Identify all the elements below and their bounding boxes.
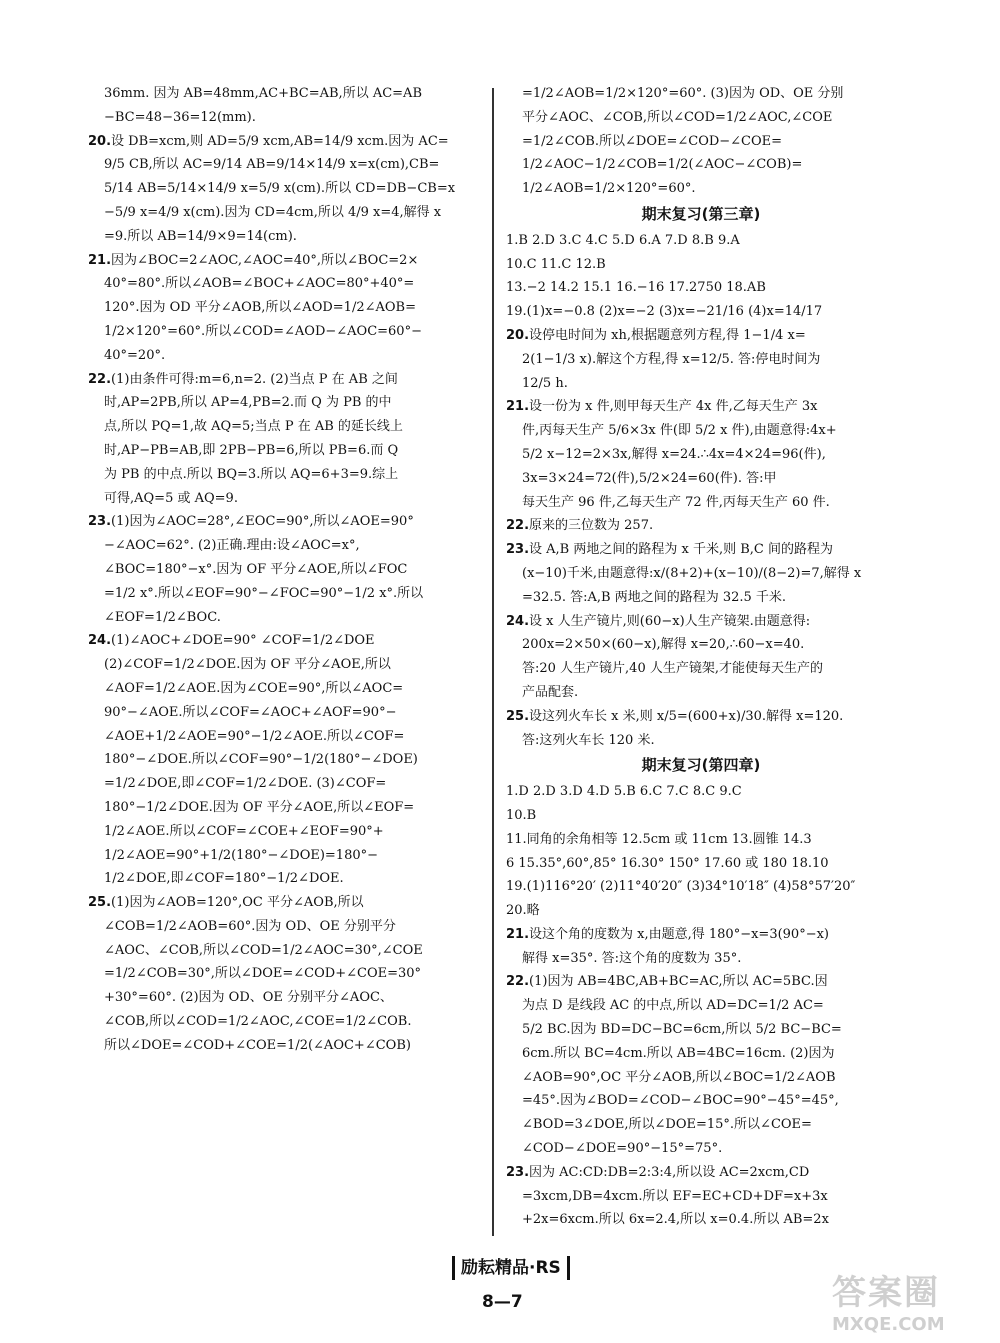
- answer-line: [88, 415, 480, 439]
- watermark-url: MXQE.COM: [832, 1314, 945, 1335]
- answer-text: 5/14 AB=5/14×14/9 x=5/9 x(cm).所以 CD=DB−CB=x: [104, 181, 456, 197]
- answer-text: 原来的三位数为 257.: [529, 518, 654, 534]
- answer-line: [88, 1010, 480, 1034]
- question-number: 21.: [506, 926, 530, 942]
- answer-line: [506, 586, 896, 610]
- answer-text: 1/2∠DOE,即∠COF=180°−1/2∠DOE.: [104, 871, 344, 887]
- answer-text: 19.(1)x=−0.8 (2)x=−2 (3)x=−21/16 (4)x=14/17: [506, 304, 823, 320]
- answer-text: =1/2∠COB.所以∠DOE=∠COD−∠COE=: [522, 133, 783, 149]
- left-column: [88, 82, 480, 1231]
- question-number: 23.: [506, 1164, 530, 1180]
- answer-text: 点,所以 PQ=1,故 AQ=5;当点 P 在 AB 的延长线上: [104, 419, 403, 435]
- right-column: [506, 82, 896, 1231]
- answer-line: [88, 344, 480, 368]
- answer-text: +30°=60°. (2)因为 OD、OE 分别平分∠AOC、: [104, 990, 393, 1006]
- answer-line: [88, 272, 480, 296]
- question-number: 22.: [88, 371, 112, 387]
- answer-text: +2x=6xcm.所以 6x=2.4,所以 x=0.4.所以 AB=2x: [522, 1212, 829, 1228]
- answer-text: 设 DB=xcm,则 AD=5/9 xcm,AB=14/9 xcm.因为 AC=: [111, 133, 449, 149]
- answer-line: [506, 1089, 896, 1113]
- answer-text: =45°.因为∠BOD=∠COD−∠BOC=90°−45°=45°,: [522, 1093, 839, 1109]
- answer-line: [506, 633, 896, 657]
- answer-line: [506, 1018, 896, 1042]
- answer-text: 答:这列火车长 120 米.: [522, 732, 655, 748]
- answer-line: [506, 994, 896, 1018]
- answer-text: 设 x 人生产镜片,则(60−x)人生产镜架.由题意得:: [529, 613, 811, 629]
- answer-line: [506, 106, 896, 130]
- answer-text: 2(1−1/3 x).解这个方程,得 x=12/5. 答:停电时间为: [522, 351, 821, 367]
- answer-text: 1.B 2.D 3.C 4.C 5.D 6.A 7.D 8.B 9.A: [506, 232, 740, 248]
- answer-text: ∠AOC、∠COB,所以∠COD=1/2∠AOC=30°,∠COE: [104, 942, 423, 958]
- answer-text: =1/2∠AOB=1/2×120°=60°. (3)因为 OD、OE 分别: [522, 86, 844, 101]
- answer-line: [88, 582, 480, 606]
- question-number: 21.: [88, 252, 112, 268]
- answer-line: [88, 748, 480, 772]
- answer-line: [506, 324, 896, 348]
- answer-line: [506, 419, 896, 443]
- answer-text: ∠AOE+1/2∠AOE=90°−1/2∠AOE.所以∠COF=: [104, 728, 405, 744]
- answer-text: 1/2×120°=60°.所以∠COD=∠AOD−∠AOC=60°−: [104, 323, 422, 339]
- answer-text: 40°=20°.: [104, 347, 166, 363]
- answer-line: [506, 947, 896, 971]
- answer-line: [506, 875, 896, 899]
- answer-line: [88, 391, 480, 415]
- answer-line: [88, 891, 480, 915]
- answer-line: [506, 1161, 896, 1185]
- answer-line: [88, 1034, 480, 1058]
- answer-text: ∠COB,所以∠COD=1/2∠AOC,∠COE=1/2∠COB.: [104, 1014, 412, 1030]
- answer-line: [506, 177, 896, 201]
- watermark: [832, 1265, 982, 1337]
- answer-line: [506, 130, 896, 154]
- answer-text: 设一份为 x 件,则甲每天生产 4x 件,乙每天生产 3x: [529, 399, 818, 415]
- answer-line: [506, 82, 896, 106]
- answer-text: 11.同角的余角相等 12.5cm 或 11cm 13.圆锥 14.3: [506, 831, 812, 847]
- answer-text: 13.−2 14.2 15.1 16.−16 17.2750 18.AB: [506, 280, 766, 296]
- answer-line: [88, 201, 480, 225]
- answer-text: 9/5 CB,所以 AC=9/14 AB=9/14×14/9 x=x(cm),CB=: [104, 157, 440, 173]
- answer-line: [506, 467, 896, 491]
- answer-line: [506, 780, 896, 804]
- answer-line: [88, 915, 480, 939]
- question-number: 24.: [506, 613, 530, 629]
- answer-line: [88, 986, 480, 1010]
- answer-text: 设这列火车长 x 米,则 x/5=(600+x)/30.解得 x=120.: [529, 708, 844, 724]
- answer-text: (x−10)千米,由题意得:x/(8+2)+(x−10)/(8−2)=7,解得 x: [522, 565, 862, 581]
- answer-line: [88, 962, 480, 986]
- answer-text: 6cm.所以 BC=4cm.所以 AB=4BC=16cm. (2)因为: [522, 1045, 835, 1061]
- answer-line: [88, 534, 480, 558]
- answer-text: ∠BOD=3∠DOE,所以∠DOE=15°.所以∠COE=: [522, 1117, 812, 1133]
- answer-line: [88, 510, 480, 534]
- answer-line: [506, 681, 896, 705]
- question-number: 24.: [88, 633, 112, 649]
- answer-line: [88, 701, 480, 725]
- answer-text: (1)因为 AB=4BC,AB+BC=AC,所以 AC=5BC.因: [529, 974, 828, 990]
- answer-line: [506, 443, 896, 467]
- answer-line: [506, 899, 896, 923]
- answer-line: [506, 253, 896, 277]
- question-number: 21.: [506, 399, 530, 415]
- answer-line: [506, 562, 896, 586]
- answer-text: 因为 AC:CD:DB=2:3:4,所以设 AC=2xcm,CD: [529, 1164, 810, 1180]
- answer-line: [506, 852, 896, 876]
- answer-line: [88, 439, 480, 463]
- answer-line: [506, 372, 896, 396]
- answer-line: [88, 677, 480, 701]
- answer-text: 19.(1)116°20′ (2)11°40′20″ (3)34°10′18″ (4)58°57′20″: [506, 879, 856, 895]
- answer-line: [506, 1185, 896, 1209]
- page-number: 8—7: [482, 1292, 523, 1312]
- question-number: 25.: [506, 708, 530, 724]
- answer-text: 3x=3×24=72(件),5/2×24=60(件). 答:甲: [522, 470, 777, 486]
- answer-text: 5/2 x−12=2×3x,解得 x=24.∴4x=4×24=96(件),: [522, 446, 826, 462]
- answer-text: ∠COB=1/2∠AOB=60°.因为 OD、OE 分别平分: [104, 918, 396, 934]
- answer-text: 设这个角的度数为 x,由题意,得 180°−x=3(90°−x): [529, 926, 830, 942]
- answer-text: ∠AOF=1/2∠AOE.因为∠COE=90°,所以∠AOC=: [104, 680, 404, 696]
- answer-line: [88, 225, 480, 249]
- answer-line: [506, 923, 896, 947]
- answer-line: [88, 249, 480, 273]
- answer-text: 因为∠BOC=2∠AOC,∠AOC=40°,所以∠BOC=2×: [111, 252, 419, 268]
- answer-line: [88, 629, 480, 653]
- answer-line: [88, 939, 480, 963]
- answer-line: [88, 463, 480, 487]
- answer-text: 6 15.35°,60°,85° 16.30° 150° 17.60 或 180 18.10: [506, 855, 829, 871]
- answer-text: 解得 x=35°. 答:这个角的度数为 35°.: [522, 950, 742, 966]
- answer-line: [88, 106, 480, 130]
- answer-line: [88, 867, 480, 891]
- question-number: 25.: [88, 895, 112, 911]
- answer-text: 200x=2×50×(60−x),解得 x=20,∴60−x=40.: [522, 637, 805, 653]
- answer-text: 10.C 11.C 12.B: [506, 256, 606, 272]
- question-number: 23.: [88, 514, 112, 530]
- answer-line: [506, 229, 896, 253]
- answer-line: [506, 1042, 896, 1066]
- answer-line: [88, 130, 480, 154]
- answer-text: 设停电时间为 xh,根据题意列方程,得 1−1/4 x=: [529, 327, 806, 343]
- answer-text: 180°−1/2∠DOE.因为 OF 平分∠AOE,所以∠EOF=: [104, 799, 415, 815]
- answer-line: [506, 153, 896, 177]
- question-number: 22.: [506, 974, 530, 990]
- answer-text: 1/2∠AOE=90°+1/2(180°−∠DOE)=180°−: [104, 847, 379, 863]
- answer-line: [506, 1066, 896, 1090]
- answer-line: [88, 320, 480, 344]
- answer-text: =9.所以 AB=14/9×9=14(cm).: [104, 228, 297, 244]
- answer-line: [506, 828, 896, 852]
- answer-line: [88, 82, 480, 106]
- answer-text: 为点 D 是线段 AC 的中点,所以 AD=DC=1/2 AC=: [522, 998, 824, 1014]
- answer-text: −BC=48−36=12(mm).: [104, 109, 256, 125]
- answer-text: 20.略: [506, 903, 540, 919]
- answer-line: [506, 970, 896, 994]
- answer-text: 所以∠DOE=∠COD+∠COE=1/2(∠AOC+∠COB): [104, 1037, 411, 1053]
- answer-line: [506, 705, 896, 729]
- answer-text: 5/2 BC.因为 BD=DC−BC=6cm,所以 5/2 BC−BC=: [522, 1022, 842, 1038]
- answer-text: (2)∠COF=1/2∠DOE.因为 OF 平分∠AOE,所以: [104, 657, 391, 673]
- answer-line: [506, 804, 896, 828]
- question-number: 23.: [506, 542, 530, 558]
- answer-line: [88, 772, 480, 796]
- question-number: 20.: [88, 133, 112, 149]
- answer-line: [506, 1113, 896, 1137]
- answer-text: 1/2∠AOB=1/2×120°=60°.: [522, 181, 696, 197]
- answer-text: 答:20 人生产镜片,40 人生产镜架,才能使每天生产的: [522, 661, 823, 677]
- answer-text: ∠BOC=180°−x°.因为 OF 平分∠AOE,所以∠FOC: [104, 561, 408, 577]
- answer-text: ∠EOF=1/2∠BOC.: [104, 609, 221, 625]
- answer-line: [88, 653, 480, 677]
- answer-text: (1)因为∠AOC=28°,∠EOC=90°,所以∠AOE=90°: [111, 514, 414, 530]
- question-number: 22.: [506, 518, 530, 534]
- answer-text: ∠COD−∠DOE=90°−15°=75°.: [522, 1141, 723, 1157]
- answer-line: [506, 729, 896, 753]
- answer-line: [506, 348, 896, 372]
- answer-text: 可得,AQ=5 或 AQ=9.: [104, 490, 238, 506]
- answer-line: [88, 558, 480, 582]
- answer-text: 1.D 2.D 3.D 4.D 5.B 6.C 7.C 8.C 9.C: [506, 784, 742, 800]
- answer-text: 180°−∠DOE.所以∠COF=90°−1/2(180°−∠DOE): [104, 752, 418, 768]
- answer-line: [506, 538, 896, 562]
- answer-text: 时,AP=2PB,所以 AP=4,PB=2.而 Q 为 PB 的中: [104, 395, 392, 411]
- answer-text: 设 A,B 两地之间的路程为 x 千米,则 B,C 间的路程为: [529, 542, 833, 558]
- answer-text: −5/9 x=4/9 x(cm).因为 CD=4cm,所以 4/9 x=4,解得 x: [104, 204, 442, 220]
- answer-text: (1)由条件可得:m=6,n=2. (2)当点 P 在 AB 之间: [111, 371, 398, 387]
- answer-line: [88, 796, 480, 820]
- answer-text: 1/2∠AOC−1/2∠COB=1/2(∠AOC−∠COB)=: [522, 157, 803, 173]
- answer-text: 平分∠AOC、∠COB,所以∠COD=1/2∠AOC,∠COE: [522, 109, 833, 125]
- answer-line: [88, 844, 480, 868]
- answer-text: =1/2 x°.所以∠EOF=90°−∠FOC=90°−1/2 x°.所以: [104, 585, 424, 601]
- question-number: 20.: [506, 327, 530, 343]
- answer-line: [88, 296, 480, 320]
- answer-text: 90°−∠AOE.所以∠COF=∠AOC+∠AOF=90°−: [104, 704, 397, 720]
- answer-text: 件,丙每天生产 5/6×3x 件(即 5/2 x 件),由题意得:4x+: [522, 423, 837, 439]
- answer-text: =3xcm,DB=4xcm.所以 EF=EC+CD+DF=x+3x: [522, 1188, 828, 1204]
- answer-line: [506, 491, 896, 515]
- answer-text: 10.B: [506, 807, 537, 823]
- answer-text: 12/5 h.: [522, 375, 568, 391]
- answer-text: (1)∠AOC+∠DOE=90° ∠COF=1/2∠DOE: [111, 633, 375, 649]
- answer-line: [88, 177, 480, 201]
- section-heading: 期末复习(第三章): [641, 204, 761, 223]
- column-divider: [492, 88, 494, 1236]
- answer-text: 120°.因为 OD 平分∠AOB,所以∠AOD=1/2∠AOB=: [104, 300, 416, 316]
- answer-line: [506, 395, 896, 419]
- answer-text: 为 PB 的中点.所以 BQ=3.所以 AQ=6+3=9.综上: [104, 466, 399, 482]
- answer-line: [88, 487, 480, 511]
- answer-line: [88, 153, 480, 177]
- answer-line: [88, 820, 480, 844]
- answer-line: [506, 514, 896, 538]
- answer-line: [506, 1208, 896, 1231]
- answer-text: =1/2∠DOE,即∠COF=1/2∠DOE. (3)∠COF=: [104, 776, 387, 792]
- answer-text: 每天生产 96 件,乙每天生产 72 件,丙每天生产 60 件.: [522, 494, 830, 510]
- answer-line: [88, 368, 480, 392]
- answer-text: 40°=80°.所以∠AOB=∠BOC+∠AOC=80°+40°=: [104, 276, 415, 292]
- watermark-title: 答案圈: [832, 1273, 940, 1313]
- answer-line: [506, 610, 896, 634]
- answer-line: [88, 606, 480, 630]
- answer-text: (1)因为∠AOB=120°,OC 平分∠AOB,所以: [111, 895, 364, 911]
- answer-text: =32.5. 答:A,B 两地之间的路程为 32.5 千米.: [522, 589, 787, 605]
- answer-line: [506, 657, 896, 681]
- answer-text: 36mm. 因为 AB=48mm,AC+BC=AB,所以 AC=AB: [104, 86, 422, 101]
- answer-text: ∠AOB=90°,OC 平分∠AOB,所以∠BOC=1/2∠AOB: [522, 1069, 836, 1085]
- section-heading: 期末复习(第四章): [641, 756, 761, 775]
- answer-text: 1/2∠AOE.所以∠COF=∠COE+∠EOF=90°+: [104, 823, 384, 839]
- answer-line: [506, 300, 896, 324]
- answer-line: [506, 276, 896, 300]
- answer-text: −∠AOC=62°. (2)正确.理由:设∠AOC=x°,: [104, 538, 360, 554]
- answer-line: [88, 725, 480, 749]
- footer-brand: 励耘精品·RS: [452, 1256, 570, 1280]
- answer-text: =1/2∠COB=30°,所以∠DOE=∠COD+∠COE=30°: [104, 966, 422, 982]
- answer-line: [506, 1137, 896, 1161]
- answer-text: 时,AP−PB=AB,即 2PB−PB=6,所以 PB=6.而 Q: [104, 442, 399, 458]
- answer-text: 产品配套.: [522, 684, 579, 700]
